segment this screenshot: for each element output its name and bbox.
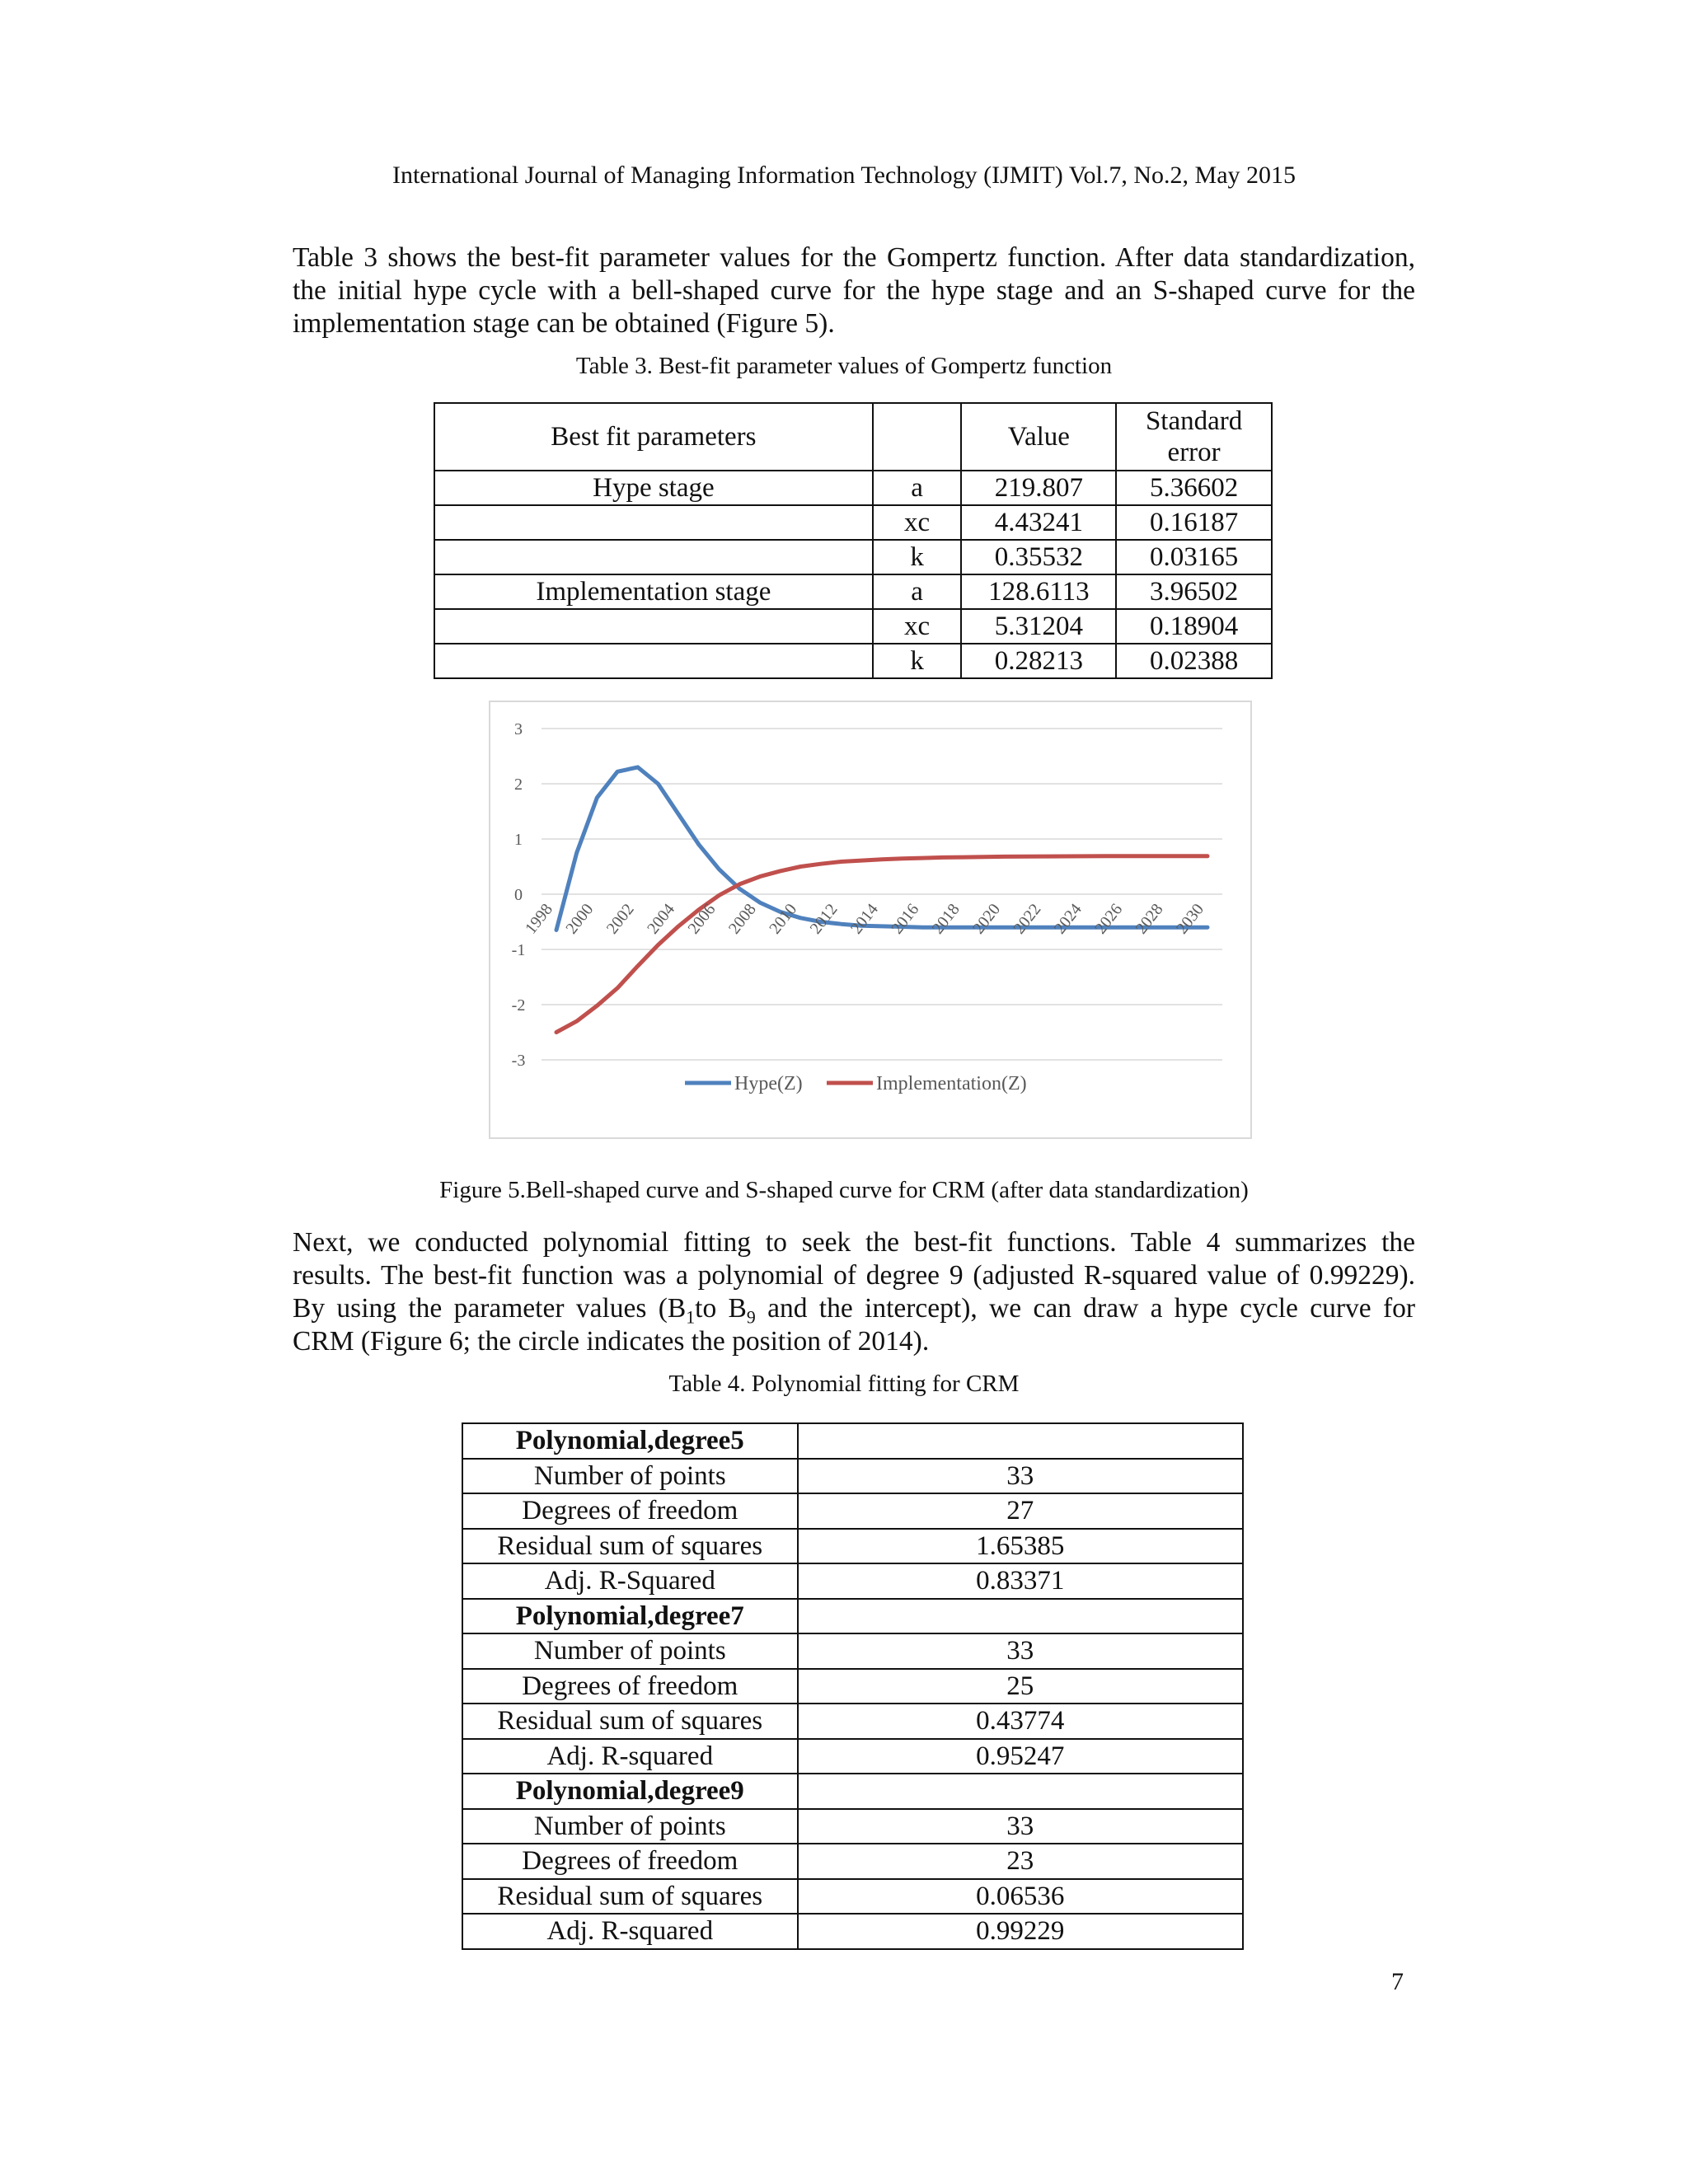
table4-section-heading: Polynomial,degree9 [462, 1774, 798, 1809]
x-tick-label: 2026 [1091, 900, 1127, 938]
table3-cell: Implementation stage [434, 574, 873, 609]
table3-cell: a [873, 574, 962, 609]
x-tick-label: 2012 [806, 900, 842, 938]
table4-label-cell: Residual sum of squares [462, 1704, 798, 1739]
x-tick-label: 2008 [724, 900, 760, 938]
subscript-9: 9 [746, 1307, 756, 1328]
table3-cell: 5.36602 [1116, 471, 1272, 505]
paragraph-intro-line-3: implementation stage can be obtained (Figure 5). [293, 308, 835, 339]
table4-value-cell: 0.06536 [798, 1879, 1243, 1915]
line3-part-c: and the intercept), we can draw a hype cycle curve for [755, 1293, 1415, 1324]
table3-header-cell [873, 403, 962, 471]
x-tick-label: 2030 [1172, 900, 1207, 938]
table4-value-cell: 0.95247 [798, 1739, 1243, 1774]
x-tick-label: 1998 [521, 900, 556, 938]
table3-cell: 0.03165 [1116, 540, 1272, 574]
x-tick-label: 2024 [1050, 900, 1085, 938]
x-tick-label: 2016 [888, 900, 923, 938]
table-row [462, 1809, 1243, 1844]
table-row [434, 505, 1272, 540]
subscript-1: 1 [686, 1307, 696, 1328]
line3-part-a: By using the parameter values (B [293, 1293, 687, 1324]
table4-value-cell: 0.99229 [798, 1914, 1243, 1949]
table3-cell: 3.96502 [1116, 574, 1272, 609]
table4-section-heading: Polynomial,degree7 [462, 1599, 798, 1634]
table-row [462, 1914, 1243, 1949]
table4 [462, 1422, 1244, 1950]
table-row [462, 1704, 1243, 1739]
table3-header-cell: Best fit parameters [434, 403, 873, 471]
table3-cell: a [873, 471, 962, 505]
table4-body [462, 1423, 1243, 1949]
table4-label-cell: Degrees of freedom [462, 1844, 798, 1879]
y-tick-label: 2 [514, 776, 523, 794]
table3-cell: 0.28213 [961, 644, 1116, 678]
table-row [434, 609, 1272, 644]
x-tick-label: 2014 [846, 900, 882, 938]
table4-label-cell: Number of points [462, 1809, 798, 1844]
x-tick-label: 2004 [644, 900, 679, 938]
figure5-caption: Figure 5.Bell-shaped curve and S-shaped curve for CRM (after data standardization) [439, 1177, 1249, 1203]
table4-label-cell: Adj. R-Squared [462, 1563, 798, 1599]
line3-part-b: to B [695, 1293, 747, 1324]
table3-cell: Hype stage [434, 471, 873, 505]
table3-cell: 0.02388 [1116, 644, 1272, 678]
table-row [462, 1739, 1243, 1774]
table4-value-cell: 23 [798, 1844, 1243, 1879]
y-tick-label: -3 [511, 1052, 526, 1070]
table-row [434, 574, 1272, 609]
table4-value-cell: 33 [798, 1459, 1243, 1494]
x-tick-label: 2006 [684, 900, 720, 938]
paragraph-results-line-3 [293, 1292, 1415, 1328]
table3-cell: 5.31204 [961, 609, 1116, 644]
table3-cell: k [873, 540, 962, 574]
table4-label-cell: Adj. R-squared [462, 1739, 798, 1774]
table3-cell: 128.6113 [961, 574, 1116, 609]
table4-value-cell [798, 1599, 1243, 1634]
x-tick-label: 2028 [1132, 900, 1167, 938]
table4-value-cell: 27 [798, 1493, 1243, 1529]
table4-value-cell: 33 [798, 1633, 1243, 1669]
table3-cell: 0.16187 [1116, 505, 1272, 540]
figure5-chart-svg [490, 702, 1250, 1137]
table3-cell: 4.43241 [961, 505, 1116, 540]
table3-cell: 219.807 [961, 471, 1116, 505]
table3-cell: k [873, 644, 962, 678]
table-row [462, 1844, 1243, 1879]
series-line-1 [556, 856, 1207, 1033]
journal-header: International Journal of Managing Information Technology (IJMIT) Vol.7, No.2, May 2015 [392, 162, 1296, 189]
table3-cell: xc [873, 609, 962, 644]
paragraph-intro [293, 241, 1415, 340]
table3-header-row [434, 403, 1272, 471]
table4-label-cell: Adj. R-squared [462, 1914, 798, 1949]
table-row [462, 1879, 1243, 1915]
table4-value-cell [798, 1423, 1243, 1459]
x-tick-label: 2010 [766, 900, 801, 938]
paragraph-results-line-4: CRM (Figure 6; the circle indicates the position of 2014). [293, 1326, 930, 1357]
table-row [462, 1493, 1243, 1529]
table-row [462, 1459, 1243, 1494]
table4-label-cell: Number of points [462, 1633, 798, 1669]
table4-value-cell [798, 1774, 1243, 1809]
paragraph-intro-line-1: Table 3 shows the best-fit parameter values for the Gompertz function. After data standardization, [293, 242, 1415, 273]
table4-label-cell: Number of points [462, 1459, 798, 1494]
table3-header-cell: Value [961, 403, 1116, 471]
table3-header-cell: Standard error [1116, 403, 1272, 471]
legend-label: Implementation(Z) [876, 1073, 1027, 1094]
page-number: 7 [1391, 1968, 1404, 1995]
table4-label-cell: Degrees of freedom [462, 1493, 798, 1529]
table4-label-cell: Residual sum of squares [462, 1879, 798, 1915]
y-tick-label: -2 [511, 996, 526, 1015]
table3-cell: xc [873, 505, 962, 540]
x-tick-label: 2018 [928, 900, 964, 938]
paragraph-results [293, 1226, 1415, 1358]
table4-value-cell: 1.65385 [798, 1529, 1243, 1564]
y-tick-label: -1 [511, 941, 526, 959]
table3-cell [434, 609, 873, 644]
table-row [434, 644, 1272, 678]
x-tick-label: 2020 [969, 900, 1005, 938]
x-tick-label: 2000 [562, 900, 598, 938]
table3-cell [434, 505, 873, 540]
paragraph-intro-line-2: the initial hype cycle with a bell-shaped curve for the hype stage and an S-shaped curve for the [293, 275, 1415, 306]
table-row [434, 540, 1272, 574]
table3-caption: Table 3. Best-fit parameter values of Gompertz function [575, 353, 1113, 379]
y-tick-label: 0 [514, 886, 523, 904]
table4-value-cell: 0.43774 [798, 1704, 1243, 1739]
y-tick-label: 3 [514, 720, 523, 738]
table4-label-cell: Degrees of freedom [462, 1669, 798, 1704]
x-tick-label: 2022 [1010, 900, 1045, 938]
x-tick-label: 2002 [603, 900, 638, 938]
paragraph-results-line-1: Next, we conducted polynomial fitting to seek the best-fit functions. Table 4 summarizes the [293, 1227, 1415, 1258]
table-row [462, 1669, 1243, 1704]
table3-cell [434, 540, 873, 574]
table-row [462, 1423, 1243, 1459]
y-tick-label: 1 [514, 831, 523, 849]
table3-cell: 0.35532 [961, 540, 1116, 574]
legend-label: Hype(Z) [734, 1073, 803, 1094]
table4-label-cell: Residual sum of squares [462, 1529, 798, 1564]
table-row [462, 1774, 1243, 1809]
table3-cell [434, 644, 873, 678]
table4-value-cell: 33 [798, 1809, 1243, 1844]
table4-caption: Table 4. Polynomial fitting for CRM [668, 1371, 1020, 1397]
table3 [434, 402, 1273, 679]
table-row [434, 471, 1272, 505]
table4-value-cell: 25 [798, 1669, 1243, 1704]
table-row [462, 1599, 1243, 1634]
paragraph-results-line-2: results. The best-fit function was a polynomial of degree 9 (adjusted R-squared value of 0.99229). [293, 1260, 1415, 1291]
figure5-chart [489, 701, 1252, 1139]
table3-cell: 0.18904 [1116, 609, 1272, 644]
table4-value-cell: 0.83371 [798, 1563, 1243, 1599]
table-row [462, 1563, 1243, 1599]
table4-section-heading: Polynomial,degree5 [462, 1423, 798, 1459]
table-row [462, 1633, 1243, 1669]
table-row [462, 1529, 1243, 1564]
